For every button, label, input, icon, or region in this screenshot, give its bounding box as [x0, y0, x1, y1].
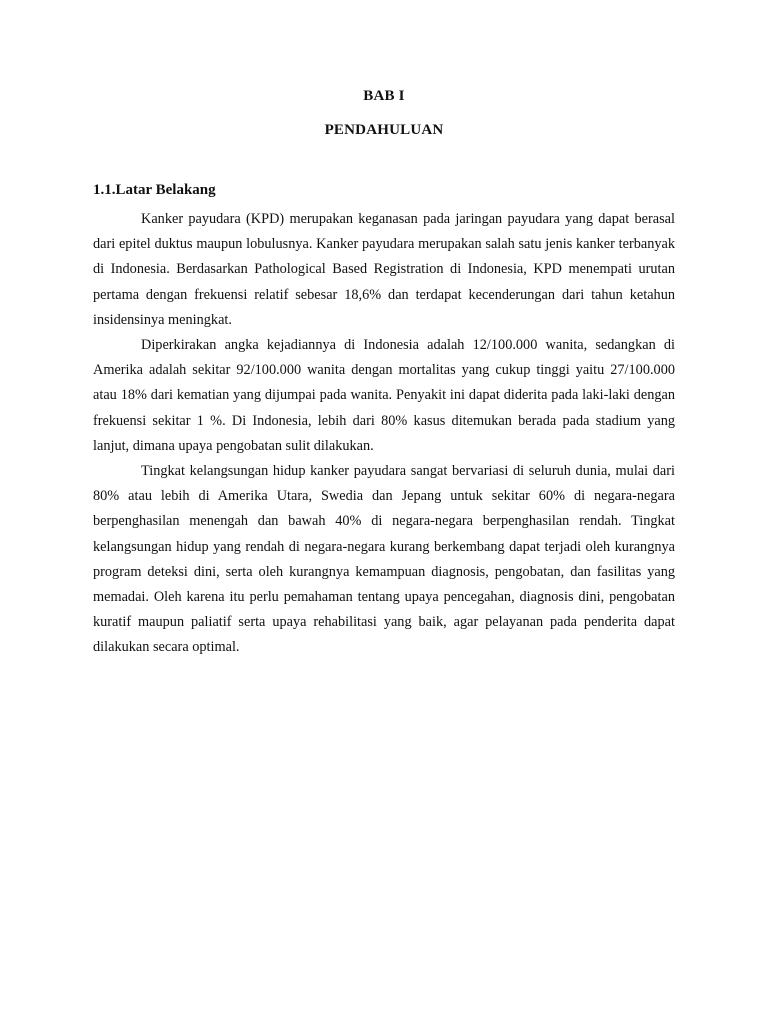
chapter-title: PENDAHULUAN — [324, 122, 444, 138]
section-heading: 1.1.Latar Belakang — [93, 182, 216, 198]
paragraph-1: Kanker payudara (KPD) merupakan keganasan pada jaringan payudara yang dapat berasal dari epitel duktus maupun lobulusnya. Kanker payudara merupakan salah satu jenis kanker terbanyak di Indonesia. Berdasarkan Pathological Based Registration di Indonesia, KPD menempati urutan pertama dengan frekuensi relatif sebesar 18,6% dan terdapat kecenderungan dari tahun ketahun insidensinya meningkat. — [93, 211, 675, 328]
paragraph-3: Tingkat kelangsungan hidup kanker payudara sangat bervariasi di seluruh dunia, mulai dari 80% atau lebih di Amerika Utara, Swedia dan Jepang untuk sekitar 60% di negara-negara berpenghasilan menengah dan bawah 40% di negara-negara berpenghasilan rendah. Tingkat kelangsungan hidup yang rendah di negara-negara kurang berkembang dapat terjadi oleh kurangnya program deteksi dini, serta oleh kurangnya kemampuan diagnosis, pengobatan, dan fasilitas yang memadai. Oleh karena itu perlu pemahaman tentang upaya pencegahan, diagnosis dini, pengobatan kuratif maupun paliatif serta upaya rehabilitasi yang baik, agar pelayanan pada penderita dapat dilakukan secara optimal. — [93, 463, 675, 656]
section-body — [93, 207, 675, 661]
paragraph-2: Diperkirakan angka kejadiannya di Indonesia adalah 12/100.000 wanita, sedangkan di Amerika adalah sekitar 92/100.000 wanita dengan mortalitas yang cukup tinggi yaitu 27/100.000 atau 18% dari kematian yang dijumpai pada wanita. Penyakit ini dapat diderita pada laki-laki dengan frekuensi sekitar 1 %. Di Indonesia, lebih dari 80% kasus ditemukan berada pada stadium yang lanjut, dimana upaya pengobatan sulit dilakukan. — [93, 337, 675, 454]
chapter-number: BAB I — [363, 88, 405, 104]
